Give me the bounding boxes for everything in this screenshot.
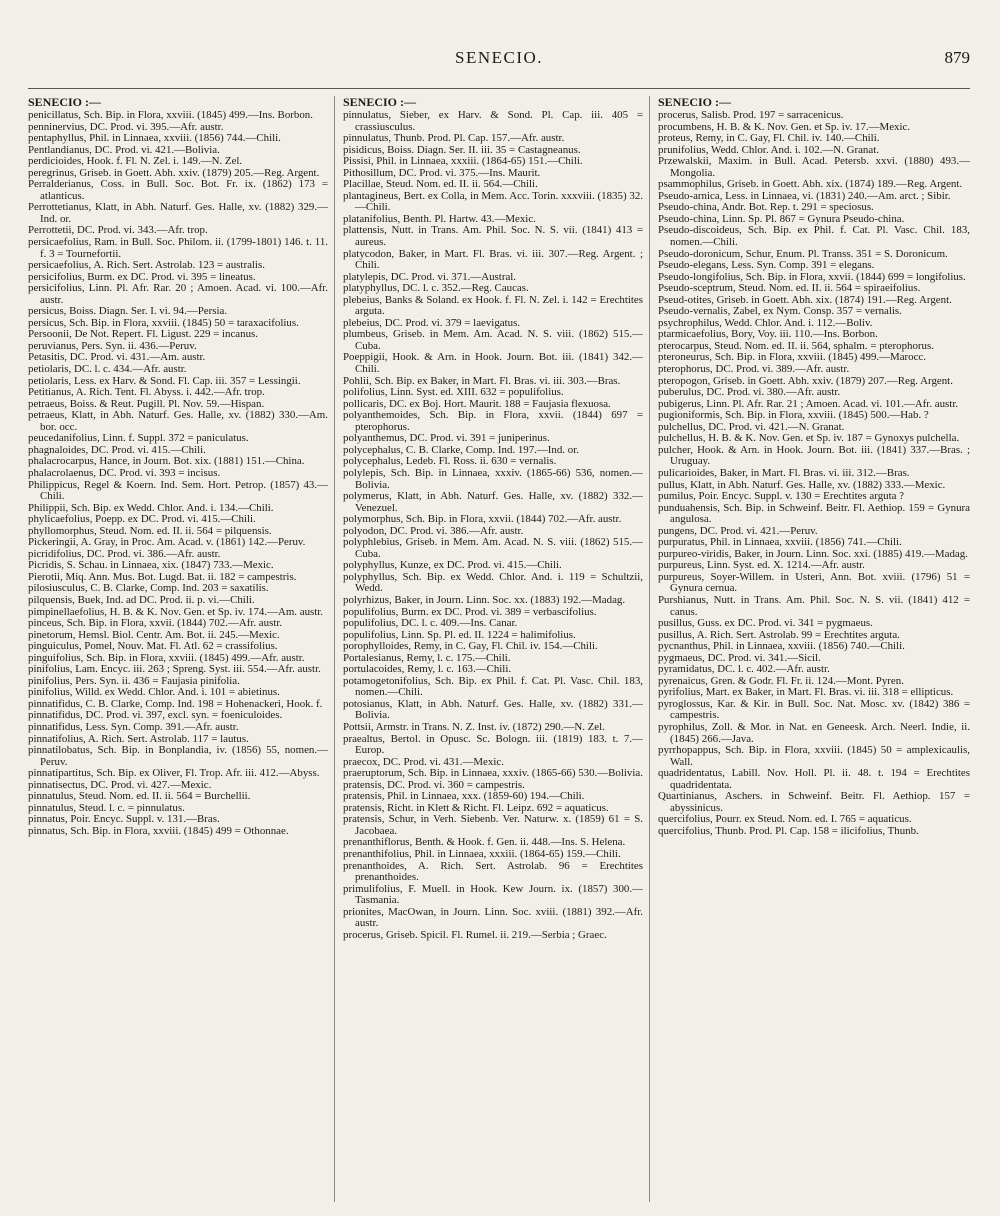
index-entry: psychrophilus, Wedd. Chlor. And. i. 112.—Boliv. bbox=[658, 316, 873, 329]
index-entry: pinguiculus, Pomel, Nouv. Mat. Fl. Atl. 62 = crassifolius. bbox=[28, 640, 278, 653]
index-entry: Pithosillum, DC. Prod. vi. 375.—Ins. Maurit. bbox=[343, 166, 541, 179]
index-entry: plantagineus, Bert. ex Colla, in Mem. Acc. Torin. xxxviii. (1835) 32.—Chili. bbox=[343, 189, 643, 214]
index-entry: pinnatulus, Steud. l. c. = pinnulatus. bbox=[28, 801, 185, 814]
index-entry: phagnaloides, DC. Prod. vi. 415.—Chili. bbox=[28, 443, 206, 456]
index-entry: Pseudo-doronicum, Schur, Enum. Pl. Transs. 351 = S. Doronicum. bbox=[658, 247, 948, 260]
index-entry: pygmaeus, DC. Prod. vi. 341.—Sicil. bbox=[658, 651, 821, 664]
index-entry: phalacrocarpus, Hance, in Journ. Bot. xix. (1881) 151.—China. bbox=[28, 455, 305, 468]
index-entry: pyrrhopappus, Sch. Bip. in Flora, xxviii. (1845) 50 = amplexicaulis, Wall. bbox=[658, 744, 970, 768]
index-entry: pulchellus, H. B. & K. Nov. Gen. et Sp. iv. 187 = Gynoxys pulchella. bbox=[658, 432, 960, 445]
column-1 bbox=[28, 96, 328, 1202]
index-entry: Petitianus, A. Rich. Tent. Fl. Abyss. i. 442.—Afr. trop. bbox=[28, 386, 265, 399]
index-entry: purpureus, Soyer-Willem. in Usteri, Ann. Bot. xviii. (1796) 51 = Gynura cernua. bbox=[658, 570, 970, 595]
index-entry: Pseudo-elegans, Less. Syn. Comp. 391 = elegans. bbox=[658, 259, 875, 272]
index-entry: procerus, Salisb. Prod. 197 = sarracenicus. bbox=[658, 109, 844, 121]
index-entry: pulicarioides, Baker, in Mart. Fl. Bras. vi. iii. 312.—Bras. bbox=[658, 466, 910, 479]
index-entry: polyanthemoides, Sch. Bip. in Flora, xxvii. (1844) 697 = pterophorus. bbox=[343, 409, 643, 433]
index-entry: Petasitis, DC. Prod. vi. 431.—Am. austr. bbox=[28, 351, 206, 364]
index-entry: persicaefolius, Ram. in Bull. Soc. Philom. ii. (1799-1801) 146. t. 11. f. 3 = Tournefortii. bbox=[28, 236, 328, 260]
index-entry: quercifolius, Thunb. Prod. Pl. Cap. 158 = ilicifolius, Thunb. bbox=[658, 824, 919, 837]
index-entry: pinnatus, Sch. Bip. in Flora, xxviii. (1845) 499 = Othonnae. bbox=[28, 824, 289, 837]
index-entry: Pissisi, Phil. in Linnaea, xxxiii. (1864-65) 151.—Chili. bbox=[343, 155, 583, 168]
index-entry: penicillatus, Sch. Bip. in Flora, xxviii. (1845) 499.—Ins. Borbon. bbox=[28, 109, 313, 121]
index-entry: pinifolius, Pers. Syn. ii. 436 = Faujasia pinifolia. bbox=[28, 674, 240, 687]
index-entry: psammophilus, Griseb. in Goett. Abh. xix. (1874) 189.—Reg. Argent. bbox=[658, 178, 963, 191]
index-entry: petiolaris, DC. l. c. 434.—Afr. austr. bbox=[28, 363, 187, 376]
index-entry: pisidicus, Boiss. Diagn. Ser. II. iii. 35 = Castagneanus. bbox=[343, 143, 581, 156]
column-divider bbox=[649, 96, 650, 1202]
index-entry: pinnatus, Poir. Encyc. Suppl. v. 131.—Bras. bbox=[28, 813, 220, 826]
index-entry: pratensis, Phil. in Linnaea, xxx. (1859-60) 194.—Chili. bbox=[343, 790, 585, 803]
index-entry: pentaphyllus, Phil. in Linnaea, xxviii. (1856) 744.—Chili. bbox=[28, 132, 281, 145]
index-entry: pinguifolius, Sch. Bip. in Flora, xxviii. (1845) 499.—Afr. austr. bbox=[28, 651, 305, 664]
index-entry: polycephalus, Ledeb. Fl. Ross. ii. 630 = vernalis. bbox=[343, 455, 557, 468]
index-entry: potamogetonifolius, Sch. Bip. ex Phil. f. Cat. Pl. Vasc. Chil. 183, nomen.—Chili. bbox=[343, 674, 643, 699]
index-entry: petiolaris, Less. ex Harv. & Sond. Fl. Cap. iii. 357 = Lessingii. bbox=[28, 374, 301, 387]
index-entry: prionites, MacOwan, in Journ. Linn. Soc. xviii. (1881) 392.—Afr. austr. bbox=[343, 905, 643, 930]
index-entry: prunifolius, Wedd. Chlor. And. i. 102.—N. Granat. bbox=[658, 143, 879, 156]
index-entry: pinnulatus, Sieber, ex Harv. & Sond. Pl. Cap. iii. 405 = crassiusculus. bbox=[343, 109, 643, 133]
index-entry: Portalesianus, Remy, l. c. 175.—Chili. bbox=[343, 651, 511, 664]
index-entry: persicaefolius, A. Rich. Sert. Astrolab. 123 = australis. bbox=[28, 259, 265, 272]
index-entry: pyrophilus, Zoll. & Mor. in Nat. en Geneesk. Arch. Neerl. Indie, ii. (1845) 266.—Java. bbox=[658, 720, 970, 745]
index-entry: pinnatisectus, DC. Prod. vi. 427.—Mexic. bbox=[28, 778, 212, 791]
index-entry: populifolius, Linn. Sp. Pl. ed. II. 1224 = halimifolius. bbox=[343, 628, 576, 641]
column-heading: SENECIO :— bbox=[343, 96, 417, 109]
index-entry: polymorphus, Sch. Bip. in Flora, xxvii. (1844) 702.—Afr. austr. bbox=[343, 513, 622, 526]
index-entry: polyrhizus, Baker, in Journ. Linn. Soc. xx. (1883) 192.—Madag. bbox=[343, 593, 626, 606]
index-entry: pugioniformis, Sch. Bip. in Flora, xxviii. (1845) 500.—Hab. ? bbox=[658, 409, 929, 422]
index-entry: purpuratus, Phil. in Linnaea, xxviii. (1856) 741.—Chili. bbox=[658, 536, 902, 549]
index-entry: Pseudo-discoideus, Sch. Bip. ex Phil. f. Cat. Pl. Vasc. Chil. 183, nomen.—Chili. bbox=[658, 224, 970, 249]
index-entry: quadridentatus, Labill. Nov. Holl. Pl. ii. 48. t. 194 = Erechtites quadridentata. bbox=[658, 767, 970, 791]
index-entry: polyphlebius, Griseb. in Mem. Am. Acad. N. S. viii. (1862) 515.—Cuba. bbox=[343, 536, 643, 560]
index-entry: pinnatifidus, C. B. Clarke, Comp. Ind. 198 = Hohenackeri, Hook. f. bbox=[28, 697, 323, 710]
index-entry: polifolius, Linn. Syst. ed. XIII. 632 = populifolius. bbox=[343, 386, 564, 399]
index-entry: pratensis, Schur, in Verh. Siebenb. Ver. Naturw. x. (1859) 61 = S. Jacobaea. bbox=[343, 813, 643, 837]
index-entry: pinnatifolius, A. Rich. Sert. Astrolab. 117 = lautus. bbox=[28, 732, 249, 745]
index-entry: pinifolius, Willd. ex Wedd. Chlor. And. i. 101 = abietinus. bbox=[28, 686, 280, 699]
index-entry: pinnatipartitus, Sch. Bip. ex Oliver, Fl. Trop. Afr. iii. 412.—Abyss. bbox=[28, 767, 320, 780]
index-entry: polyanthemus, DC. Prod. vi. 391 = juniperinus. bbox=[343, 432, 550, 445]
index-entry: puberulus, DC. Prod. vi. 380.—Afr. austr. bbox=[658, 386, 841, 399]
index-entry: pterophorus, DC. Prod. vi. 389.—Afr. austr. bbox=[658, 363, 850, 376]
index-entry: Pierotii, Miq. Ann. Mus. Bot. Lugd. Bat. ii. 182 = campestris. bbox=[28, 570, 297, 583]
index-entry: polyphyllus, Sch. Bip. ex Wedd. Chlor. And. i. 119 = Schultzii, Wedd. bbox=[343, 570, 643, 595]
index-entry: Przewalskii, Maxim. in Bull. Acad. Petersb. xxvi. (1880) 493.—Mongolia. bbox=[658, 155, 970, 179]
index-entry: pinceus, Sch. Bip. in Flora, xxvii. (1844) 702.—Afr. austr. bbox=[28, 617, 283, 630]
index-entry: pimpinellaefolius, H. B. & K. Nov. Gen. et Sp. iv. 174.—Am. austr. bbox=[28, 605, 324, 618]
index-entry: pullus, Klatt, in Abh. Naturf. Ges. Halle, xv. (1882) 333.—Mexic. bbox=[658, 478, 946, 491]
index-entry: pratensis, DC. Prod. vi. 360 = campestris. bbox=[343, 778, 525, 791]
index-entry: ptarmicaefolius, Bory, Voy. iii. 110.—Ins. Borbon. bbox=[658, 328, 878, 341]
index-entry: Pickeringii, A. Gray, in Proc. Am. Acad. v. (1861) 142.—Peruv. bbox=[28, 536, 306, 549]
index-entry: polylepis, Sch. Bip. in Linnaea, xxxiv. (1865-66) 536, nomen.—Bolivia. bbox=[343, 466, 643, 491]
index-entry: Philippicus, Regel & Koern. Ind. Sem. Hort. Petrop. (1857) 43.—Chili. bbox=[28, 478, 328, 503]
index-entry: pteroneurus, Sch. Bip. in Flora, xxviii. (1845) 499.—Marocc. bbox=[658, 351, 926, 364]
index-entry: primulifolius, F. Muell. in Hook. Kew Journ. ix. (1857) 300.—Tasmania. bbox=[343, 882, 643, 907]
index-entry: plebeius, Banks & Soland. ex Hook. f. Fl. N. Zel. i. 142 = Erechtites arguta. bbox=[343, 293, 643, 318]
index-entry: persicifolius, Linn. Pl. Afr. Rar. 20 ; Amoen. Acad. vi. 100.—Afr. austr. bbox=[28, 282, 328, 306]
index-entry: platycodon, Baker, in Mart. Fl. Bras. vi. iii. 307.—Reg. Argent. ; Chili. bbox=[343, 247, 643, 272]
index-entry: Placillae, Steud. Nom. ed. II. ii. 564.—Chili. bbox=[343, 178, 538, 191]
index-entry: pteropogon, Griseb. in Goett. Abh. xxiv. (1879) 207.—Reg. Argent. bbox=[658, 374, 953, 387]
index-entry: peruvianus, Pers. Syn. ii. 436.—Peruv. bbox=[28, 339, 197, 352]
running-title: SENECIO. bbox=[454, 48, 544, 67]
index-entry: Quartinianus, Aschers. in Schweinf. Beitr. Fl. Aethiop. 157 = abyssinicus. bbox=[658, 790, 970, 814]
index-entry: pyramidatus, DC. l. c. 402.—Afr. austr. bbox=[658, 663, 830, 676]
index-entry: Pottsii, Armstr. in Trans. N. Z. Inst. iv. (1872) 290.—N. Zel. bbox=[343, 720, 605, 733]
index-entry: Pseudo-arnica, Less. in Linnaea, vi. (1831) 240.—Am. arct. ; Sibir. bbox=[658, 189, 951, 202]
index-entry: punduahensis, Sch. Bip. in Schweinf. Beitr. Fl. Aethiop. 159 = Gynura angulosa. bbox=[658, 501, 970, 526]
index-entry: petraeus, Boiss. & Reut. Pugill. Pl. Nov. 59.—Hispan. bbox=[28, 397, 265, 410]
index-entry: Poeppigii, Hook. & Arn. in Hook. Journ. Bot. iii. (1841) 342.—Chili. bbox=[343, 351, 643, 376]
index-entry: pinnatifidus, Less. Syn. Comp. 391.—Afr. austr. bbox=[28, 720, 239, 733]
index-entry: pilosiusculus, C. B. Clarke, Comp. Ind. 203 = saxatilis. bbox=[28, 582, 269, 595]
index-entry: pubigerus, Linn. Pl. Afr. Rar. 21 ; Amoen. Acad. vi. 101.—Afr. austr. bbox=[658, 397, 959, 410]
index-entry: Perrottetianus, Klatt, in Abh. Naturf. Ges. Halle, xv. (1882) 329.—Ind. or. bbox=[28, 201, 328, 225]
index-entry: praecox, DC. Prod. vi. 431.—Mexic. bbox=[343, 755, 504, 768]
index-entry: pusillus, A. Rich. Sert. Astrolab. 99 = Erechtites arguta. bbox=[658, 628, 900, 641]
index-entry: purpureus, Linn. Syst. ed. X. 1214.—Afr. austr. bbox=[658, 559, 865, 572]
index-entry: Pseud-otites, Griseb. in Goett. Abh. xix. (1874) 191.—Reg. Argent. bbox=[658, 293, 952, 306]
index-entry: Pseudo-sceptrum, Steud. Nom. ed. II. ii. 564 = spiraeifolius. bbox=[658, 282, 921, 295]
index-entry: pyrifolius, Mart. ex Baker, in Mart. Fl. Bras. vi. iii. 318 = ellipticus. bbox=[658, 686, 954, 699]
index-entry: perdicioides, Hook. f. Fl. N. Zel. i. 149.—N. Zel. bbox=[28, 155, 243, 168]
column-heading: SENECIO :— bbox=[658, 96, 732, 109]
index-entry: polyodon, DC. Prod. vi. 386.—Afr. austr. bbox=[343, 524, 524, 537]
index-entry: Philippii, Sch. Bip. ex Wedd. Chlor. And. i. 134.—Chili. bbox=[28, 501, 274, 514]
index-entry: Pseudo-vernalis, Zabel, ex Nym. Consp. 357 = vernalis. bbox=[658, 305, 902, 318]
index-entry: populifolius, DC. l. c. 409.—Ins. Canar. bbox=[343, 617, 518, 630]
index-entry: plumbeus, Griseb. in Mem. Am. Acad. N. S. viii. (1862) 515.—Cuba. bbox=[343, 328, 643, 352]
index-columns bbox=[28, 96, 970, 1202]
index-entry: prenanthoides, A. Rich. Sert. Astrolab. 96 = Erechtites prenanthoides. bbox=[343, 859, 643, 884]
column-divider bbox=[334, 96, 335, 1202]
index-entry: pinnatulus, Steud. Nom. ed. II. ii. 564 = Burchellii. bbox=[28, 790, 251, 803]
index-entry: platanifolius, Benth. Pl. Hartw. 43.—Mexic. bbox=[343, 212, 536, 225]
index-entry: praeruptorum, Sch. Bip. in Linnaea, xxxiv. (1865-66) 530.—Bolivia. bbox=[343, 767, 643, 780]
index-entry: peregrinus, Griseb. in Goett. Abh. xxiv. (1879) 205.—Reg. Argent. bbox=[28, 166, 320, 179]
index-entry: pyrenaicus, Gren. & Godr. Fl. Fr. ii. 124.—Mont. Pyren. bbox=[658, 674, 904, 687]
index-entry: Purshianus, Nutt. in Trans. Am. Phil. Soc. N. S. vii. (1841) 412 = canus. bbox=[658, 593, 970, 618]
index-entry: procerus, Griseb. Spicil. Fl. Rumel. ii. 219.—Serbia ; Graec. bbox=[343, 928, 607, 941]
index-entry: persicus, Sch. Bip. in Flora, xxviii. (1845) 50 = taraxacifolius. bbox=[28, 316, 299, 329]
index-entry: pulcher, Hook. & Arn. in Hook. Journ. Bot. iii. (1841) 337.—Bras. ; Uruguay. bbox=[658, 443, 970, 468]
index-entry: polyphyllus, Kunze, ex DC. Prod. vi. 415.—Chili. bbox=[343, 559, 562, 572]
index-entry: pterocarpus, Steud. Nom. ed. II. ii. 564, sphalm. = pterophorus. bbox=[658, 339, 934, 352]
index-entry: pusillus, Guss. ex DC. Prod. vi. 341 = pygmaeus. bbox=[658, 617, 873, 630]
index-entry: pinnatifidus, DC. Prod. vi. 397, excl. syn. = foeniculoides. bbox=[28, 709, 283, 722]
index-entry: pinifolius, Lam. Encyc. iii. 263 ; Spreng. Syst. iii. 554.—Afr. austr. bbox=[28, 663, 321, 676]
index-entry: proteus, Remy, in C. Gay, Fl. Chil. iv. 140.—Chili. bbox=[658, 132, 880, 145]
index-entry: petraeus, Klatt, in Abh. Naturf. Ges. Halle, xv. (1882) 330.—Am. bor. occ. bbox=[28, 409, 328, 433]
index-entry: Pseudo-china, Andr. Bot. Rep. t. 291 = speciosus. bbox=[658, 201, 874, 214]
index-entry: Pseudo-longifolius, Sch. Bip. in Flora, xxvii. (1844) 699 = longifolius. bbox=[658, 270, 966, 283]
index-entry: persicifolius, Burm. ex DC. Prod. vi. 395 = lineatus. bbox=[28, 270, 256, 283]
index-entry: peucedanifolius, Linn. f. Suppl. 372 = paniculatus. bbox=[28, 432, 249, 445]
index-entry: Picridis, S. Schau. in Linnaea, xix. (1847) 733.—Mexic. bbox=[28, 559, 274, 572]
index-entry: phylicaefolius, Poepp. ex DC. Prod. vi. 415.—Chili. bbox=[28, 513, 256, 526]
index-entry: porophylloides, Remy, in C. Gay, Fl. Chil. iv. 154.—Chili. bbox=[343, 640, 598, 653]
column-heading: SENECIO :— bbox=[28, 96, 102, 109]
index-entry: pulchellus, DC. Prod. vi. 421.—N. Granat. bbox=[658, 420, 845, 433]
index-entry: pinnatilobatus, Sch. Bip. in Bonplandia, iv. (1856) 55, nomen.—Peruv. bbox=[28, 744, 328, 768]
index-entry: pilquensis, Buek, Ind. ad DC. Prod. ii. p. vi.—Chili. bbox=[28, 593, 255, 606]
index-entry: praealtus, Bertol. in Opusc. Sc. Bologn. iii. (1819) 183. t. 7.—Europ. bbox=[343, 732, 643, 757]
index-entry: pinnulatus, Thunb. Prod. Pl. Cap. 157.—Afr. austr. bbox=[343, 132, 565, 145]
header-rule bbox=[28, 88, 970, 89]
index-entry: picridifolius, DC. Prod. vi. 386.—Afr. austr. bbox=[28, 547, 221, 560]
index-entry: pratensis, Richt. in Klett & Richt. Fl. Leipz. 692 = aquaticus. bbox=[343, 801, 609, 814]
index-entry: Pohlii, Sch. Bip. ex Baker, in Mart. Fl. Bras. vi. iii. 303.—Bras. bbox=[343, 374, 621, 387]
index-entry: pyroglossus, Kar. & Kir. in Bull. Soc. Nat. Mosc. xv. (1842) 386 = campestris. bbox=[658, 697, 970, 722]
index-entry: polymerus, Klatt, in Abh. Naturf. Ges. Halle, xv. (1882) 332.—Venezuel. bbox=[343, 490, 643, 514]
index-entry: platylepis, DC. Prod. vi. 371.—Austral. bbox=[343, 270, 517, 283]
index-entry: populifolius, Burm. ex DC. Prod. vi. 389 = verbascifolius. bbox=[343, 605, 597, 618]
index-entry: Pentlandianus, DC. Prod. vi. 421.—Bolivia. bbox=[28, 143, 220, 156]
index-entry: Perralderianus, Coss. in Bull. Soc. Bot. Fr. ix. (1862) 173 = atlanticus. bbox=[28, 178, 328, 202]
index-entry: Perrottetii, DC. Prod. vi. 343.—Afr. trop. bbox=[28, 224, 208, 237]
index-entry: Pseudo-china, Linn. Sp. Pl. 867 = Gynura Pseudo-china. bbox=[658, 212, 905, 225]
index-entry: phalacrolaenus, DC. Prod. vi. 393 = incisus. bbox=[28, 466, 221, 479]
index-entry: pycnanthus, Phil. in Linnaea, xxviii. (1856) 740.—Chili. bbox=[658, 640, 905, 653]
index-entry: prenanthifolius, Phil. in Linnaea, xxxiii. (1864-65) 159.—Chili. bbox=[343, 848, 621, 860]
index-entry: prenanthiflorus, Benth. & Hook. f. Gen. ii. 448.—Ins. S. Helena. bbox=[343, 836, 626, 849]
index-entry: pumilus, Poir. Encyc. Suppl. v. 130 = Erechtites arguta ? bbox=[658, 490, 905, 503]
index-entry: potosianus, Klatt, in Abh. Naturf. Ges. Halle, xv. (1882) 331.—Bolivia. bbox=[343, 697, 643, 722]
index-entry: plebeius, DC. Prod. vi. 379 = laevigatus. bbox=[343, 316, 521, 329]
index-entry: quercifolius, Pourr. ex Steud. Nom. ed. I. 765 = aquaticus. bbox=[658, 813, 912, 826]
page-header bbox=[28, 46, 970, 70]
index-entry: phyllomorphus, Steud. Nom. ed. II. ii. 564 = pilquensis. bbox=[28, 524, 272, 537]
index-entry: persicus, Boiss. Diagn. Ser. I. vi. 94.—Persia. bbox=[28, 305, 228, 318]
index-entry: plattensis, Nutt. in Trans. Am. Phil. Soc. N. S. vii. (1841) 413 = aureus. bbox=[343, 224, 643, 249]
index-entry: penninervius, DC. Prod. vi. 395.—Afr. austr. bbox=[28, 120, 224, 133]
index-entry: Persoonii, De Not. Repert. Fl. Ligust. 229 = incanus. bbox=[28, 328, 258, 341]
index-entry: polycephalus, C. B. Clarke, Comp. Ind. 197.—Ind. or. bbox=[343, 443, 579, 456]
index-entry: portulacoides, Remy, l. c. 163.—Chili. bbox=[343, 663, 512, 676]
column-3 bbox=[658, 96, 970, 1202]
index-entry: procumbens, H. B. & K. Nov. Gen. et Sp. iv. 17.—Mexic. bbox=[658, 120, 911, 133]
page-number: 879 bbox=[944, 48, 970, 67]
index-entry: pollicaris, DC. ex Boj. Hort. Maurit. 188 = Faujasia flexuosa. bbox=[343, 397, 611, 410]
index-entry: pungens, DC. Prod. vi. 421.—Peruv. bbox=[658, 524, 818, 537]
column-2 bbox=[343, 96, 643, 1202]
index-entry: platyphyllus, DC. l. c. 352.—Reg. Caucas. bbox=[343, 282, 529, 295]
index-entry: purpureo-viridis, Baker, in Journ. Linn. Soc. xxi. (1885) 419.—Madag. bbox=[658, 547, 968, 560]
index-entry: pinetorum, Hemsl. Biol. Centr. Am. Bot. ii. 245.—Mexic. bbox=[28, 628, 280, 641]
